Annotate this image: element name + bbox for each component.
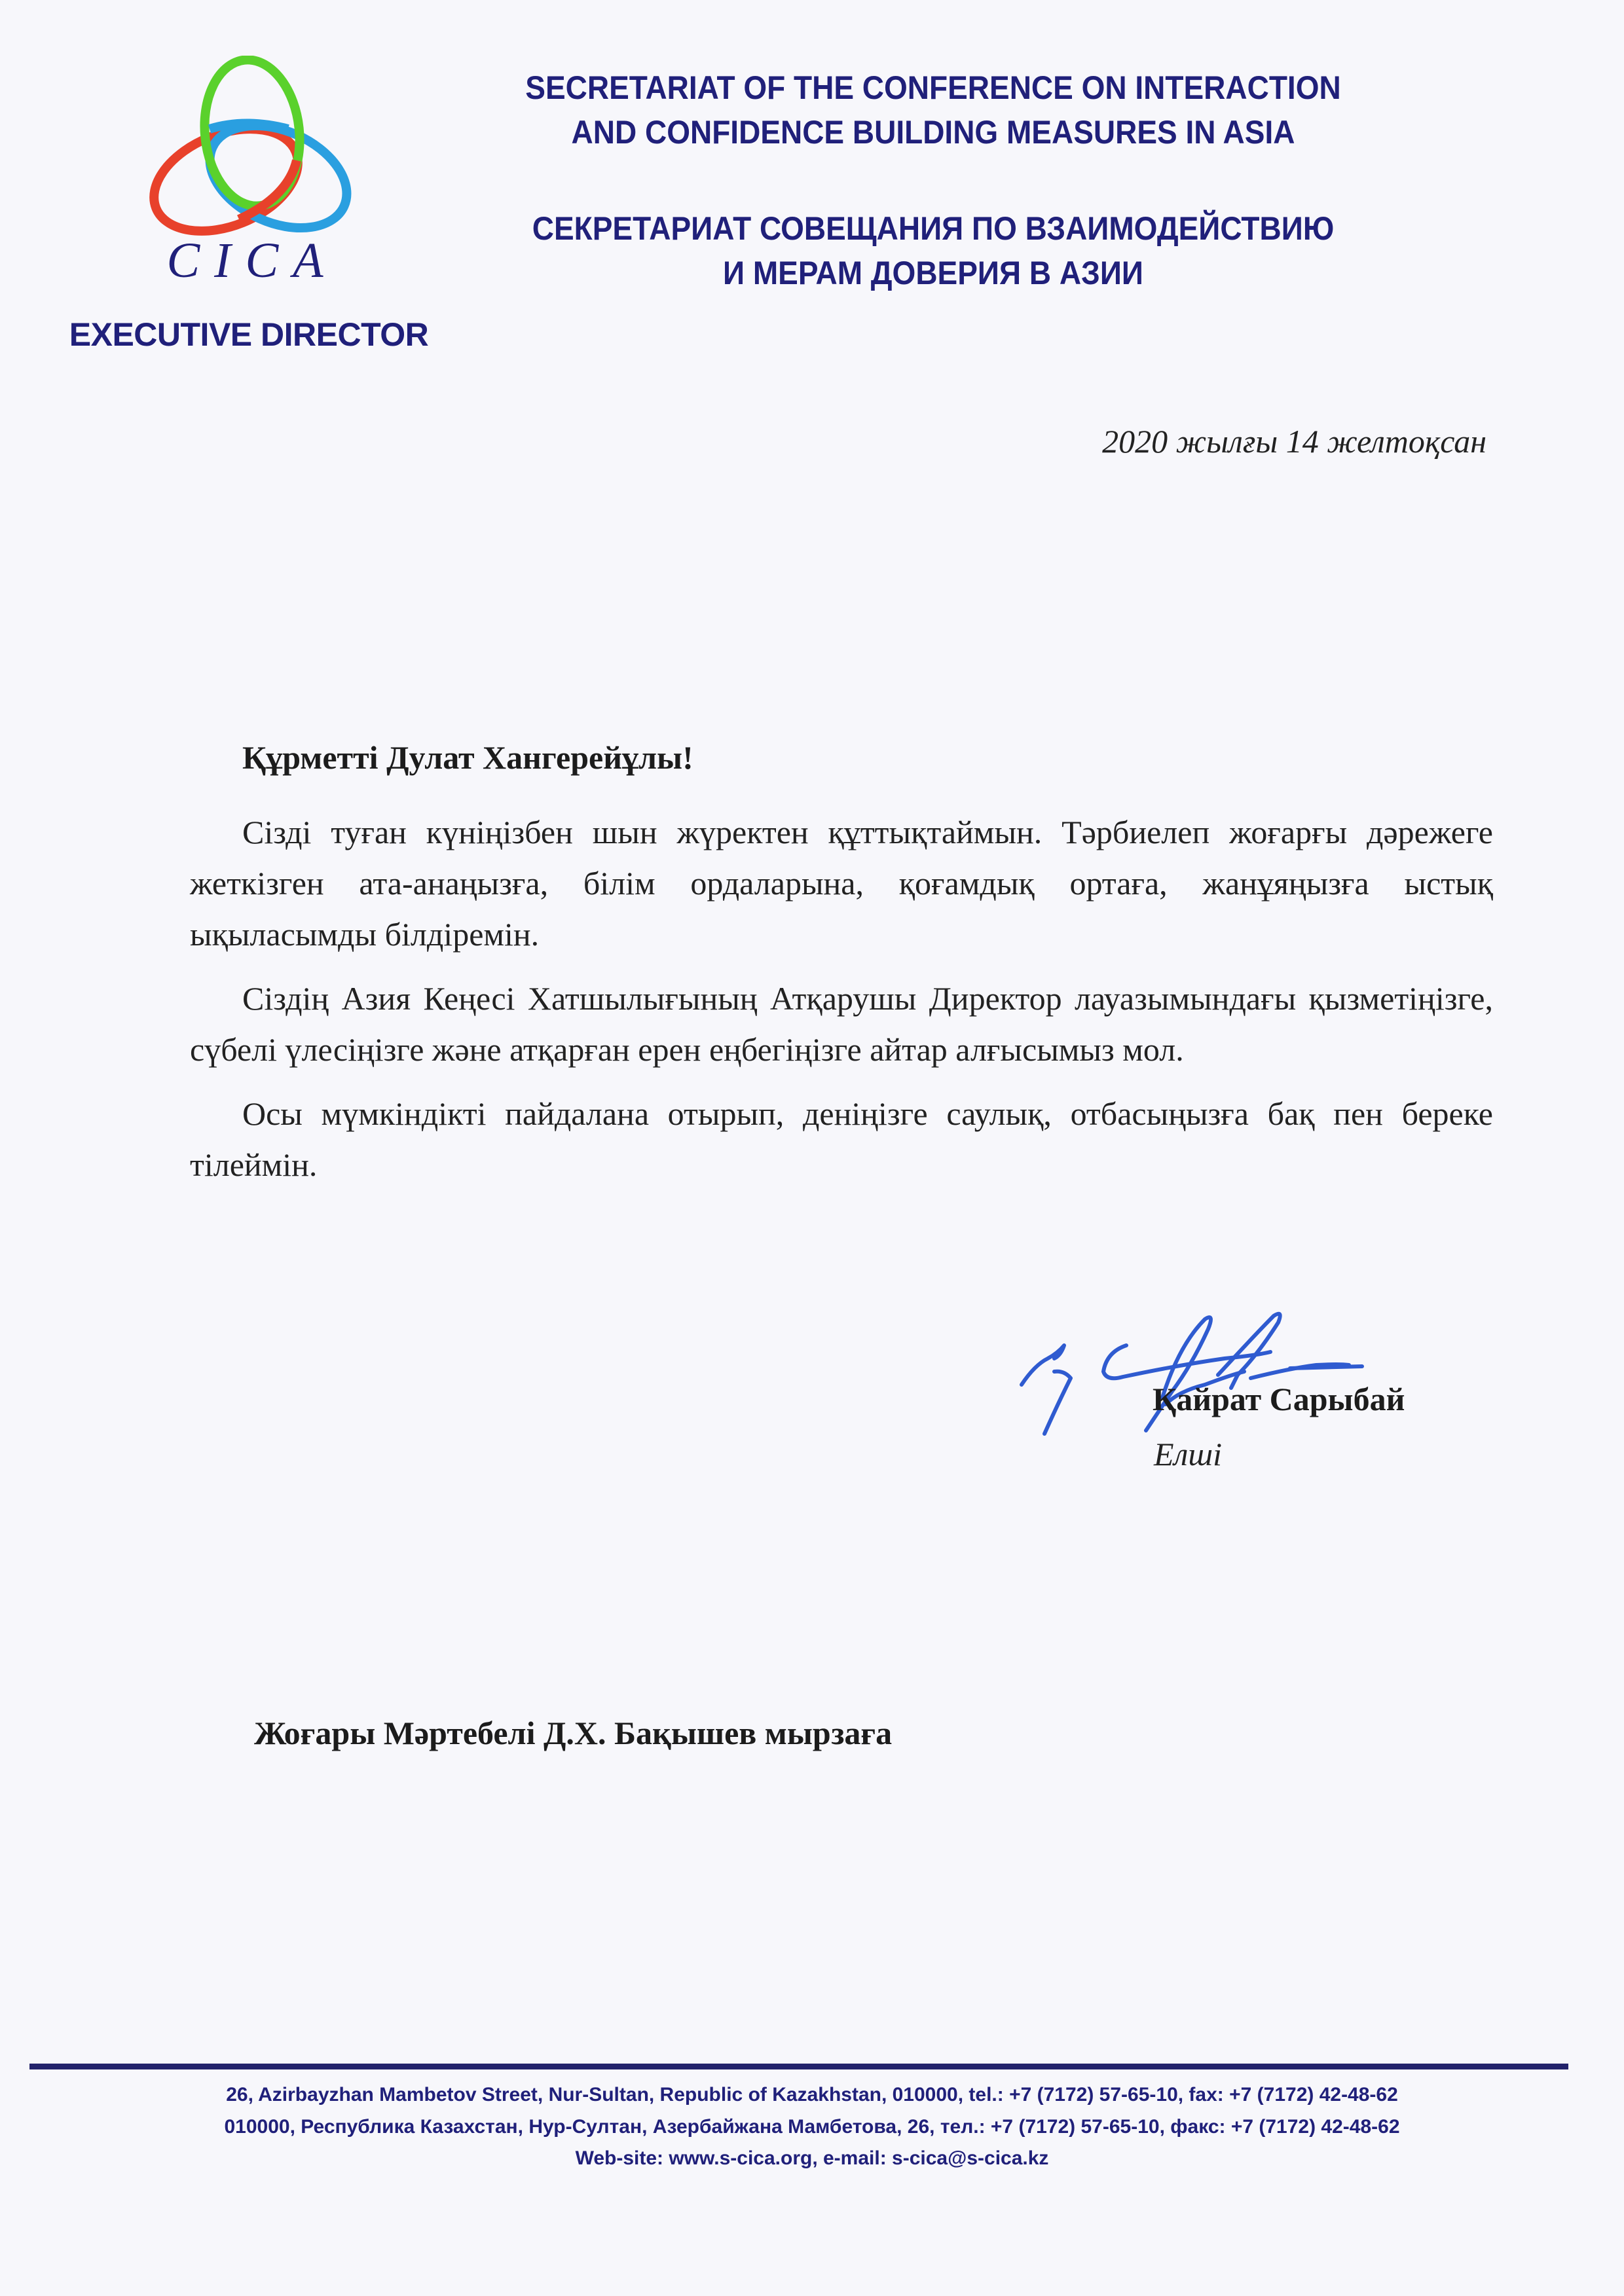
letter-date: 2020 жылғы 14 желтоқсан [1102, 423, 1486, 460]
addressee: Жоғары Мәртебелі Д.Х. Бақышев мырзаға [254, 1715, 893, 1751]
header-ru-line-1: СЕКРЕТАРИАТ СОВЕЩАНИЯ ПО ВЗАИМОДЕЙСТВИЮ [532, 210, 1335, 247]
letter-body [190, 807, 1493, 1203]
logo-wordmark: CICA [166, 233, 338, 288]
salutation: Құрметті Дулат Хангерейұлы! [242, 739, 693, 776]
cica-logo-icon [147, 56, 357, 246]
handwritten-signature-icon [1008, 1293, 1467, 1444]
footer-address-ru: 010000, Республика Казахстан, Нур-Султан, Азербайжана Мамбетова, 26, тел.: +7 (7172) 57-65-10, факс: +7 (7172) 42-48-62 [224, 2116, 1400, 2138]
header-russian [496, 206, 1370, 295]
header-en-line-2: AND CONFIDENCE BUILDING MEASURES IN ASIA [571, 114, 1295, 151]
body-paragraph: Сізді туған күніңізбен шын жүректен құттықтаймын. Тәрбиелеп жоғарғы дәрежеге жеткізген ата-анаңызға, білім ордаларына, қоғамдық ортаға, жанұяңызға ыстық ықыласымды білдіремін. [190, 814, 1493, 953]
body-paragraph: Осы мүмкіндікті пайдалана отырып, деніңізге саулық, отбасыңызға бақ пен береке тілеймін. [190, 1095, 1493, 1183]
header-ru-line-2: И МЕРАМ ДОВЕРИЯ В АЗИИ [722, 255, 1143, 291]
header-english [496, 65, 1370, 155]
footer-divider [29, 2064, 1568, 2069]
body-paragraph: Сіздің Азия Кеңесі Хатшылығының Атқарушы Директор лауазымындағы қызметіңізге, сүбелі үлесіңізге және атқарған ерен еңбегіңізге айтар алғысымыз мол. [190, 980, 1493, 1068]
signer-name: Қайрат Сарыбай [1153, 1381, 1405, 1417]
footer-address-en: 26, Azirbayzhan Mambetov Street, Nur-Sultan, Republic of Kazakhstan, 010000, tel.: +7 (7172) 57-65-10, fax: +7 (7172) 42-48-62 [226, 2084, 1398, 2105]
header-en-line-1: SECRETARIAT OF THE CONFERENCE ON INTERACTION [525, 69, 1341, 106]
footer-contact: Web-site: www.s-cica.org, e-mail: s-cica@s-cica.kz [575, 2147, 1049, 2169]
signer-title: Елші [1154, 1436, 1222, 1472]
department-label: EXECUTIVE DIRECTOR [69, 316, 429, 353]
